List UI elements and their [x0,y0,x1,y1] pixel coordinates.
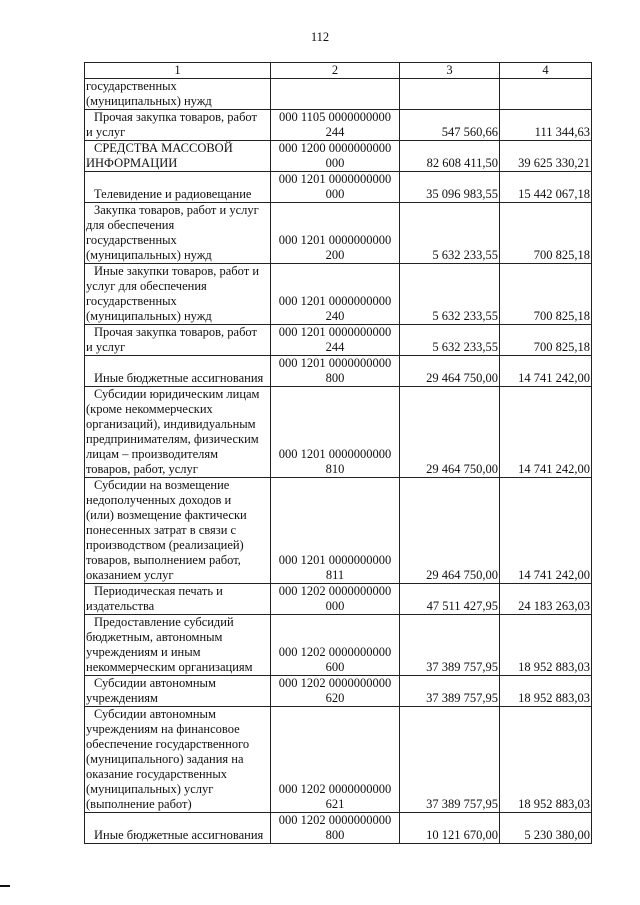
row-code-line: 200 [325,248,345,262]
row-name [85,615,271,676]
row-value-col3: 5 632 233,55 [400,325,500,356]
row-code-line: 621 [325,797,345,811]
row-value-col4: 14 741 242,00 [500,356,592,387]
row-value-col3: 29 464 750,00 [400,356,500,387]
row-code [271,813,400,844]
table-row [85,110,592,141]
row-code [271,79,400,110]
table-row [85,356,592,387]
row-name-line: учреждениям на финансовое [86,722,240,736]
row-code-line: 240 [325,309,345,323]
row-name-line: организаций), индивидуальным [86,417,256,431]
row-name-line: (муниципальных) нужд [86,248,212,262]
row-name [85,707,271,813]
row-value-col4: 5 230 380,00 [500,813,592,844]
row-code-line: 811 [325,568,345,582]
row-code [271,325,400,356]
table-row [85,203,592,264]
row-name-line: государственных [86,79,177,93]
row-code-line: 000 1201 0000000000 [278,553,392,567]
header-col-4: 4 [500,63,592,79]
row-name-line: (муниципального) задания на [86,752,244,766]
row-name-line: Субсидии на возмещение [94,478,230,492]
row-value-col4: 39 625 330,21 [500,141,592,172]
row-name [85,676,271,707]
row-code-line: 000 [325,187,345,201]
row-value-col4: 700 825,18 [500,264,592,325]
row-name-line: оказанием услуг [86,568,174,582]
table-row [85,325,592,356]
table-row [85,813,592,844]
row-code-line: 000 1200 0000000000 [278,141,392,155]
row-name-line: бюджетным, автономным [86,630,223,644]
row-code-line: 000 1201 0000000000 [278,233,392,247]
row-name [85,79,271,110]
row-value-col3: 5 632 233,55 [400,203,500,264]
row-code-line: 600 [325,660,345,674]
row-code-line: 000 1201 0000000000 [278,325,392,339]
row-name-line: Предоставление субсидий [94,615,234,629]
row-code-line: 810 [325,462,345,476]
row-code [271,676,400,707]
row-name-line: (или) возмещение фактически [86,508,247,522]
table-row [85,584,592,615]
row-code-line: 000 1202 0000000000 [278,676,392,690]
row-name [85,478,271,584]
row-name-line: ИНФОРМАЦИИ [86,156,178,170]
row-code [271,110,400,141]
row-code [271,141,400,172]
row-value-col4 [500,79,592,110]
row-name-line: (муниципальных) услуг [86,782,214,796]
row-name [85,141,271,172]
row-value-col3: 10 121 670,00 [400,813,500,844]
row-code-line: 000 1201 0000000000 [278,172,392,186]
row-name [85,387,271,478]
row-name-line: Субсидии юридическим лицам [94,387,260,401]
row-value-col3: 547 560,66 [400,110,500,141]
row-name-line: предпринимателям, физическим [86,432,259,446]
row-code [271,203,400,264]
table-row [85,615,592,676]
row-code-line: 244 [325,125,345,139]
row-value-col4: 14 741 242,00 [500,387,592,478]
table-row [85,264,592,325]
row-name [85,813,271,844]
row-code [271,615,400,676]
row-name-line: некоммерческим организациям [86,660,253,674]
table-row [85,676,592,707]
row-value-col4: 15 442 067,18 [500,172,592,203]
row-name-line: Телевидение и радиовещание [94,187,252,201]
row-name-line: (муниципальных) нужд [86,309,212,323]
row-name-line: (кроме некоммерческих [86,402,213,416]
row-value-col4: 18 952 883,03 [500,615,592,676]
row-value-col3 [400,79,500,110]
row-name-line: Прочая закупка товаров, работ [94,325,257,339]
row-code [271,356,400,387]
header-col-3: 3 [400,63,500,79]
row-name-line: оказание государственных [86,767,228,781]
row-name-line: обеспечение государственного [86,737,250,751]
row-value-col4: 700 825,18 [500,203,592,264]
table-row [85,478,592,584]
row-name [85,325,271,356]
row-value-col3: 47 511 427,95 [400,584,500,615]
row-code-line: 000 1201 0000000000 [278,356,392,370]
row-value-col4: 18 952 883,03 [500,676,592,707]
row-name [85,110,271,141]
row-code-line: 000 1202 0000000000 [278,813,392,827]
row-code-line: 244 [325,340,345,354]
row-name-line: (муниципальных) нужд [86,94,212,108]
budget-table [84,62,592,844]
row-value-col3: 37 389 757,95 [400,707,500,813]
row-name-line: Субсидии автономным [94,676,216,690]
row-name-line: товаров, выполнением работ, [86,553,241,567]
row-code-line: 800 [325,828,345,842]
row-code [271,478,400,584]
table-row [85,172,592,203]
header-col-1: 1 [85,63,271,79]
row-name [85,356,271,387]
row-name-line: Иные бюджетные ассигнования [94,371,264,385]
row-name [85,203,271,264]
row-value-col3: 82 608 411,50 [400,141,500,172]
row-name-line: Иные закупки товаров, работ и [94,264,260,278]
table-row [85,79,592,110]
row-code-line: 000 1201 0000000000 [278,447,392,461]
row-value-col3: 37 389 757,95 [400,676,500,707]
row-name [85,584,271,615]
table-row [85,707,592,813]
row-name-line: услуг для обеспечения [86,279,207,293]
row-name-line: издательства [86,599,155,613]
row-name-line: государственных [86,294,177,308]
row-value-col4: 24 183 263,03 [500,584,592,615]
row-name-line: государственных [86,233,177,247]
row-value-col4: 14 741 242,00 [500,478,592,584]
row-code [271,264,400,325]
row-name-line: Закупка товаров, работ и услуг [94,203,259,217]
row-code-line: 000 1201 0000000000 [278,294,392,308]
row-name-line: понесенных затрат в связи с [86,523,237,537]
row-name-line: (выполнение работ) [86,797,192,811]
row-code-line: 000 1105 0000000000 [278,110,392,124]
row-value-col4: 111 344,63 [500,110,592,141]
row-value-col3: 37 389 757,95 [400,615,500,676]
row-code-line: 000 1202 0000000000 [278,584,392,598]
row-name-line: товаров, работ, услуг [86,462,198,476]
page-number: 112 [310,30,330,44]
row-value-col3: 29 464 750,00 [400,478,500,584]
row-code-line: 800 [325,371,345,385]
header-row [85,63,592,79]
row-code-line: 000 1202 0000000000 [278,782,392,796]
header-col-2: 2 [271,63,400,79]
table-row [85,141,592,172]
row-code-line [272,79,398,94]
row-name-line: лицам – производителям [86,447,219,461]
row-code-line: 000 1202 0000000000 [278,645,392,659]
row-name [85,172,271,203]
row-name-line: Периодическая печать и [94,584,223,598]
row-value-col4: 18 952 883,03 [500,707,592,813]
row-name-line: Прочая закупка товаров, работ [94,110,257,124]
row-code [271,387,400,478]
row-name-line: СРЕДСТВА МАССОВОЙ [94,141,233,155]
row-name-line: и услуг [86,125,126,139]
row-value-col3: 5 632 233,55 [400,264,500,325]
row-value-col3: 35 096 983,55 [400,172,500,203]
row-code-line: 620 [325,691,345,705]
row-name [85,264,271,325]
row-value-col3: 29 464 750,00 [400,387,500,478]
margin-mark [0,885,10,887]
row-name-line: для обеспечения [86,218,175,232]
row-code [271,707,400,813]
row-code [271,584,400,615]
row-code-line: 000 [325,599,345,613]
row-name-line: учреждениям [86,691,158,705]
row-code-line [272,94,398,109]
row-code [271,172,400,203]
row-name-line: Субсидии автономным [94,707,216,721]
row-name-line: производством (реализацией) [86,538,244,552]
row-value-col4: 700 825,18 [500,325,592,356]
row-name-line: Иные бюджетные ассигнования [94,828,264,842]
row-name-line: учреждениям и иным [86,645,201,659]
row-name-line: и услуг [86,340,126,354]
row-code-line: 000 [325,156,345,170]
row-name-line: недополученных доходов и [86,493,232,507]
table-row [85,387,592,478]
